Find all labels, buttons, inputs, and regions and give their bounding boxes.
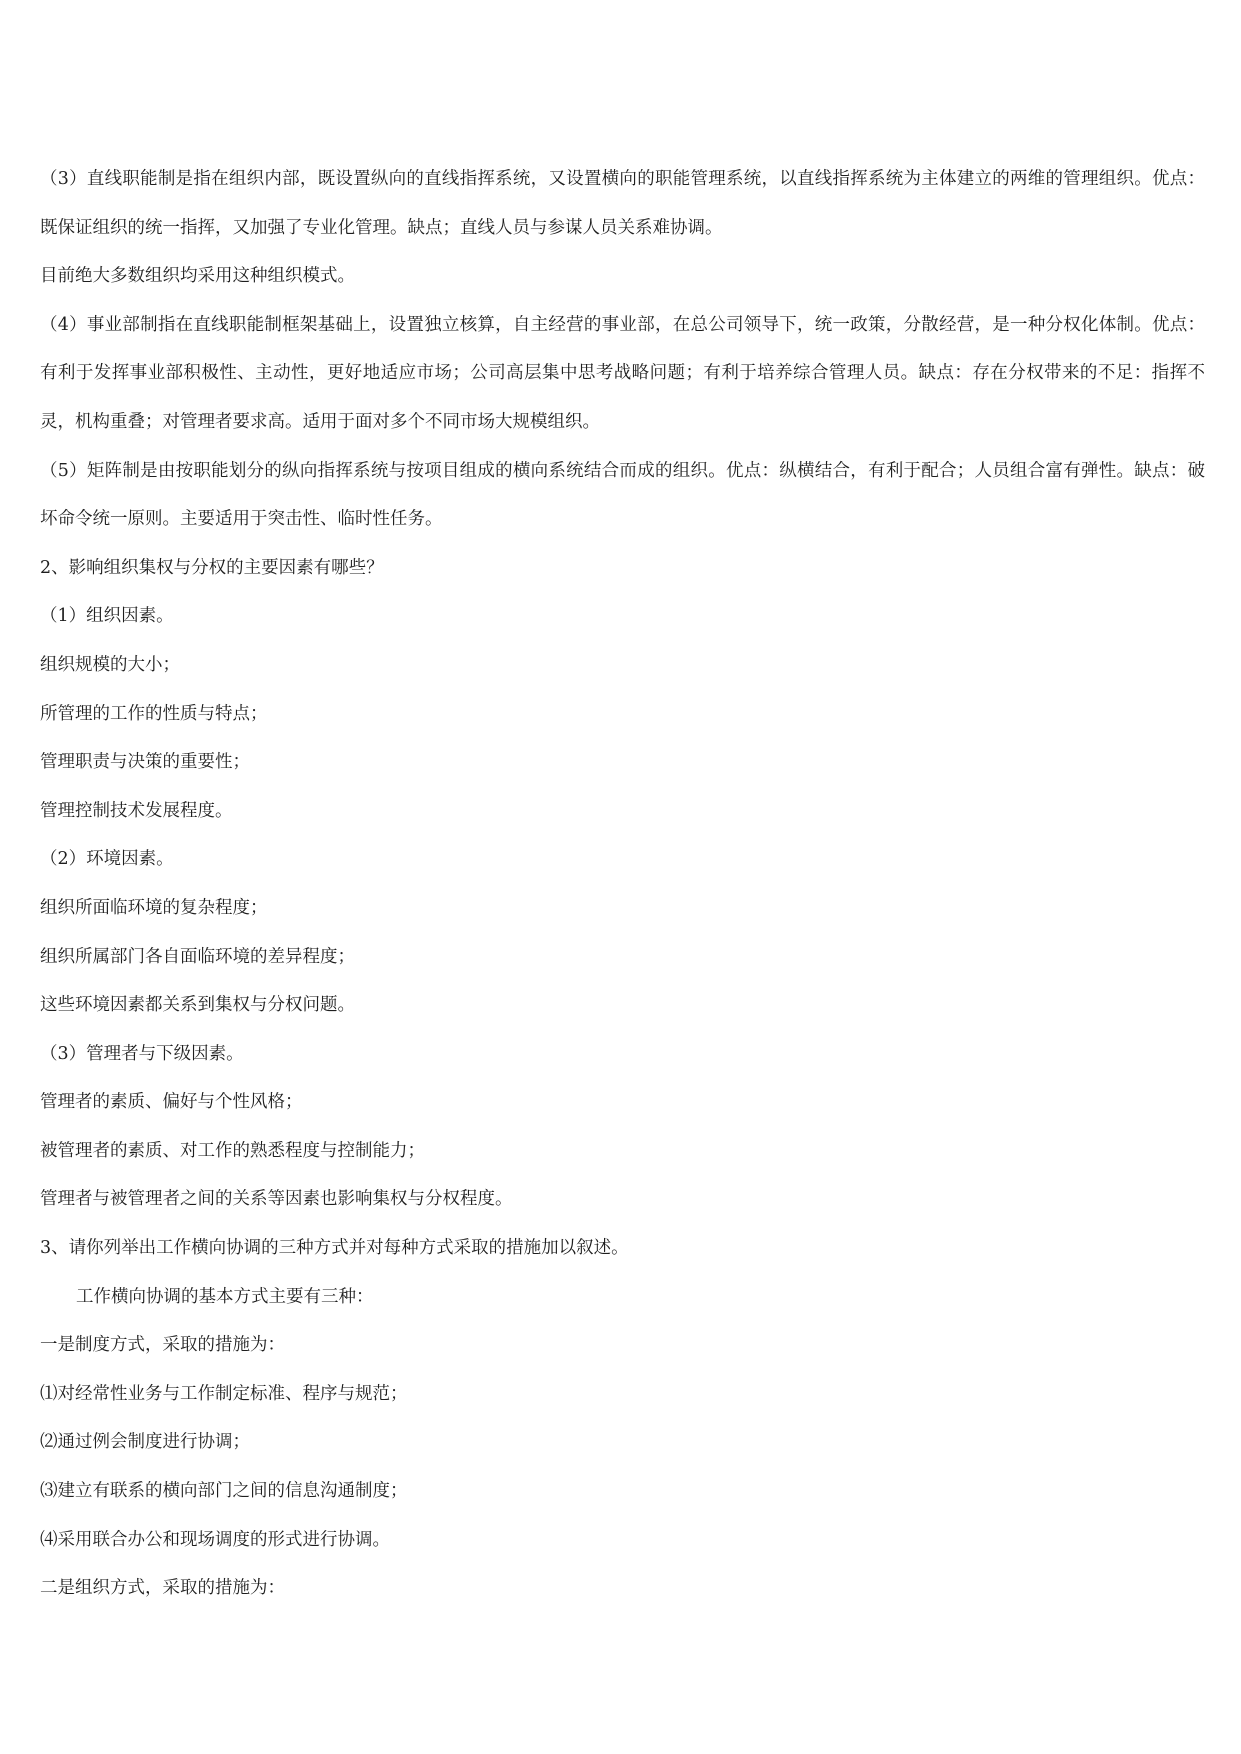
- subheading-environment-factors: （2）环境因素。: [40, 849, 174, 870]
- list-item: 组织所面临环境的复杂程度；: [40, 897, 268, 918]
- subheading-system-method: 一是制度方式，采取的措施为：: [40, 1335, 285, 1356]
- list-item: 管理控制技术发展程度。: [40, 800, 233, 821]
- list-item: 所管理的工作的性质与特点；: [40, 703, 268, 724]
- question-heading-2: 2、影响组织集权与分权的主要因素有哪些？: [40, 557, 384, 578]
- list-item: 管理者的素质、偏好与个性风格；: [40, 1092, 303, 1113]
- list-item: 组织所属部门各自面临环境的差异程度；: [40, 946, 355, 967]
- list-item: 管理职责与决策的重要性；: [40, 752, 250, 773]
- list-item: 管理者与被管理者之间的关系等因素也影响集权与分权程度。: [40, 1189, 513, 1210]
- list-item: 这些环境因素都关系到集权与分权问题。: [40, 995, 355, 1016]
- list-item: ⑵通过例会制度进行协调；: [40, 1432, 250, 1453]
- paragraph-matrix-line-function: （3）直线职能制是指在组织内部，既设置纵向的直线指挥系统，又设置横向的职能管理系统，以直线指挥系统为主体建立的两维的管理组织。优点：既保证组织的统一指挥，又加强了专业化管理。缺点；直线人员与参谋人员关系难协调。: [40, 169, 1205, 238]
- subheading-organization-factors: （1）组织因素。: [40, 606, 174, 627]
- document-body: [40, 155, 1205, 1613]
- list-item: ⑴对经常性业务与工作制定标准、程序与规范；: [40, 1383, 408, 1404]
- list-item: 被管理者的素质、对工作的熟悉程度与控制能力；: [40, 1140, 425, 1161]
- list-item: ⑷采用联合办公和现场调度的形式进行协调。: [40, 1529, 390, 1550]
- paragraph-matrix-structure: （5）矩阵制是由按职能划分的纵向指挥系统与按项目组成的横向系统结合而成的组织。优点：纵横结合，有利于配合；人员组合富有弹性。缺点：破坏命令统一原则。主要适用于突击性、临时性任务。: [40, 460, 1205, 530]
- paragraph-divisional-structure: （4）事业部制指在直线职能制框架基础上，设置独立核算，自主经营的事业部，在总公司领导下，统一政策，分散经营，是一种分权化体制。优点：有利于发挥事业部积极性、主动性，更好地适应市场；公司高层集中思考战略问题；有利于培养综合管理人员。缺点：存在分权带来的不足：指挥不灵，机构重叠；对管理者要求高。适用于面对多个不同市场大规模组织。: [40, 314, 1205, 432]
- list-item: 组织规模的大小；: [40, 654, 180, 675]
- subheading-manager-factors: （3）管理者与下级因素。: [40, 1043, 244, 1064]
- question-heading-3: 3、请你列举出工作横向协调的三种方式并对每种方式采取的措施加以叙述。: [40, 1238, 629, 1259]
- paragraph-current-usage: 目前绝大多数组织均采用这种组织模式。: [40, 266, 355, 287]
- list-item: ⑶建立有联系的横向部门之间的信息沟通制度；: [40, 1481, 408, 1502]
- subheading-organization-method: 二是组织方式，采取的措施为：: [40, 1578, 285, 1599]
- paragraph-coordination-intro: 工作横向协调的基本方式主要有三种：: [76, 1286, 374, 1307]
